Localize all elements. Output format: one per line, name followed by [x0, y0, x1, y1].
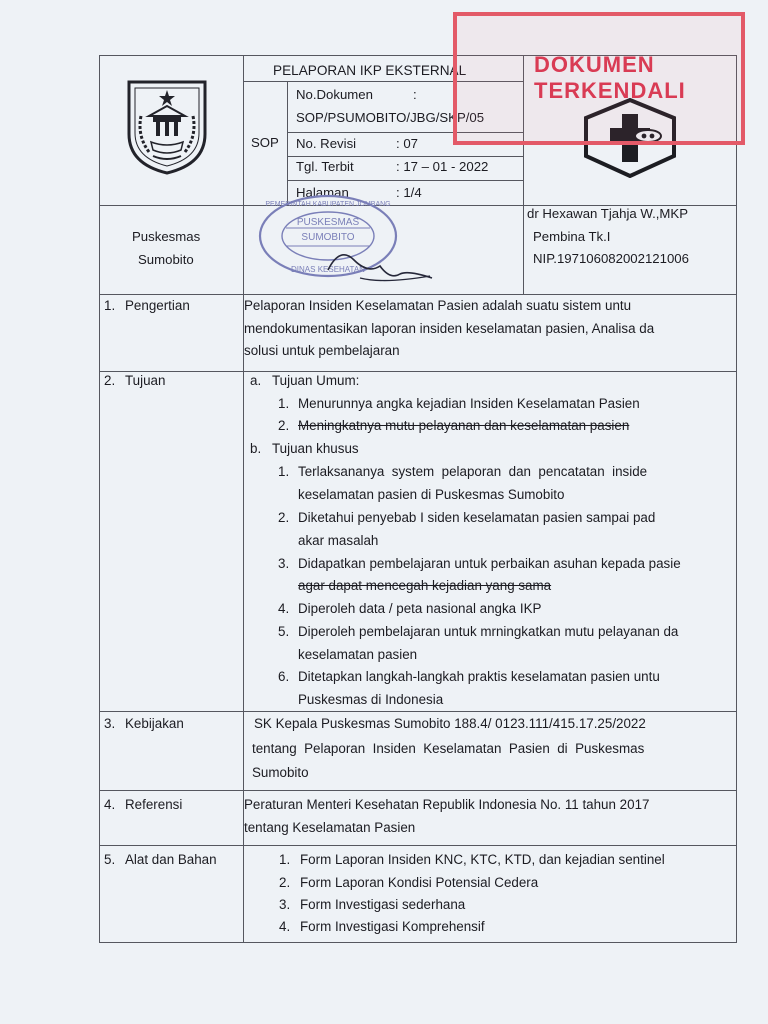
pengertian-line-2: mendokumentasikan laporan insiden keselamatan pasien, Analisa da	[244, 321, 655, 336]
tujuan-b-item-5-l2: keselamatan pasien	[298, 647, 418, 662]
document-title: PELAPORAN IKP EKSTERNAL	[273, 63, 467, 78]
pengertian-label: Pengertian	[125, 298, 190, 313]
tujuan-a-title: Tujuan Umum:	[272, 373, 360, 388]
tujuan-b-item-5-num: 5.	[278, 624, 290, 639]
head-name: dr Hexawan Tjahja W.,MKP	[527, 206, 688, 221]
tujuan-b-item-6-l2: Puskesmas di Indonesia	[298, 692, 444, 707]
tujuan-b-item-4-num: 4.	[278, 601, 290, 616]
row-line-3	[99, 790, 737, 791]
round-stamp-inner-2: SUMOBITO	[301, 232, 355, 243]
jombang-regency-crest-icon	[123, 76, 211, 176]
kebijakan-line-2: tentang Pelaporan Insiden Keselamatan Pasien di Puskesmas	[252, 741, 645, 756]
tujuan-b-item-6-num: 6.	[278, 669, 290, 684]
alat-item-3: Form Investigasi sederhana	[300, 897, 466, 912]
halaman-label: Halaman	[296, 185, 349, 200]
no-dokumen-colon: :	[413, 87, 417, 102]
tujuan-a-item-2: Meningkatnya mutu pelayanan dan keselamatan pasien	[298, 418, 630, 433]
alat-label: Alat dan Bahan	[125, 852, 217, 867]
org-line-2: Sumobito	[138, 252, 194, 267]
tujuan-b-item-5-l1: Diperoleh pembelajaran untuk mrningkatkan mutu pelayanan da	[298, 624, 679, 639]
tujuan-b-title: Tujuan khusus	[272, 441, 359, 456]
no-revisi-value: : 07	[396, 136, 418, 151]
tujuan-a-item-2-num: 2.	[278, 418, 290, 433]
alat-item-4-num: 4.	[279, 919, 291, 934]
row-line-2	[99, 711, 737, 712]
head-nip: NIP.197106082002121006	[533, 251, 689, 266]
alat-item-1-num: 1.	[279, 852, 291, 867]
tujuan-label: Tujuan	[125, 373, 166, 388]
no-revisi-label: No. Revisi	[296, 136, 357, 151]
tujuan-a-item-1: Menurunnya angka kejadian Insiden Keselamatan Pasien	[298, 396, 640, 411]
alat-item-4: Form Investigasi Komprehensif	[300, 919, 485, 934]
header-divider-left	[243, 55, 244, 294]
revisi-underline	[287, 156, 523, 157]
row-line-1	[99, 371, 737, 372]
pengertian-num: 1.	[104, 298, 116, 313]
referensi-line-1: Peraturan Menteri Kesehatan Republik Indonesia No. 11 tahun 2017	[244, 797, 650, 812]
tujuan-b-item-1-num: 1.	[278, 464, 290, 479]
tujuan-b-item-3-l1: Didapatkan pembelajaran untuk perbaikan asuhan kepada pasie	[298, 556, 681, 571]
header-divider-sop	[287, 81, 288, 205]
stamp-line-2: TERKENDALI	[534, 78, 686, 103]
pengertian-line-3: solusi untuk pembelajaran	[244, 343, 400, 358]
sop-label: SOP	[251, 135, 279, 150]
kebijakan-line-1: SK Kepala Puskesmas Sumobito 188.4/ 0123.111/415.17.25/2022	[254, 716, 646, 731]
tujuan-a-label: a.	[250, 373, 262, 388]
round-stamp-inner-1: PUSKESMAS	[296, 217, 360, 228]
no-dokumen-value: SOP/PSUMOBITO/JBG/SKP/05	[296, 110, 485, 125]
head-rank: Pembina Tk.I	[533, 229, 611, 244]
pengertian-line-1: Pelaporan Insiden Keselamatan Pasien adalah suatu sistem untu	[244, 298, 632, 313]
tujuan-b-item-2-num: 2.	[278, 510, 290, 525]
tujuan-num: 2.	[104, 373, 116, 388]
no-dokumen-label: No.Dokumen	[296, 87, 373, 102]
tujuan-b-item-6-l1: Ditetapkan langkah-langkah praktis keselamatan pasien untu	[298, 669, 660, 684]
alat-item-2-num: 2.	[279, 875, 291, 890]
alat-item-1: Form Laporan Insiden KNC, KTC, KTD, dan kejadian sentinel	[300, 852, 665, 867]
referensi-line-2: tentang Keselamatan Pasien	[244, 820, 416, 835]
alat-item-2: Form Laporan Kondisi Potensial Cedera	[300, 875, 539, 890]
round-stamp-bottom: DINAS KESEHATAN	[291, 265, 365, 274]
halaman-value: : 1/4	[396, 185, 422, 200]
signature-bottom-line	[99, 294, 737, 295]
tujuan-b-item-3-l2: agar dapat mencegah kejadian yang sama	[298, 578, 552, 593]
tujuan-b-label: b.	[250, 441, 262, 456]
terbit-underline	[287, 180, 523, 181]
stamp-line-1: DOKUMEN	[534, 52, 655, 77]
tujuan-b-item-3-num: 3.	[278, 556, 290, 571]
tujuan-b-item-2-l1: Diketahui penyebab I siden keselamatan pasien sampai pad	[298, 510, 656, 525]
round-stamp-outer: PEMERINTAH KABUPATEN JOMBANG	[265, 201, 391, 208]
tujuan-b-item-4-l1: Diperoleh data / peta nasional angka IKP	[298, 601, 542, 616]
alat-item-3-num: 3.	[279, 897, 291, 912]
tgl-terbit-label: Tgl. Terbit	[296, 159, 354, 174]
alat-num: 5.	[104, 852, 116, 867]
tgl-terbit-value: : 17 – 01 - 2022	[396, 159, 489, 174]
tujuan-a-item-1-num: 1.	[278, 396, 290, 411]
kebijakan-label: Kebijakan	[125, 716, 184, 731]
referensi-num: 4.	[104, 797, 116, 812]
handwritten-signature	[320, 240, 440, 286]
tujuan-b-item-1-l2: keselamatan pasien di Puskesmas Sumobito	[298, 487, 565, 502]
kebijakan-line-3: Sumobito	[252, 765, 309, 780]
org-line-1: Puskesmas	[132, 229, 201, 244]
referensi-label: Referensi	[125, 797, 183, 812]
tujuan-b-item-2-l2: akar masalah	[298, 533, 379, 548]
kebijakan-num: 3.	[104, 716, 116, 731]
row-line-4	[99, 845, 737, 846]
tujuan-b-item-1-l1: Terlaksananya system pelaporan dan pencatatan inside	[298, 464, 648, 479]
